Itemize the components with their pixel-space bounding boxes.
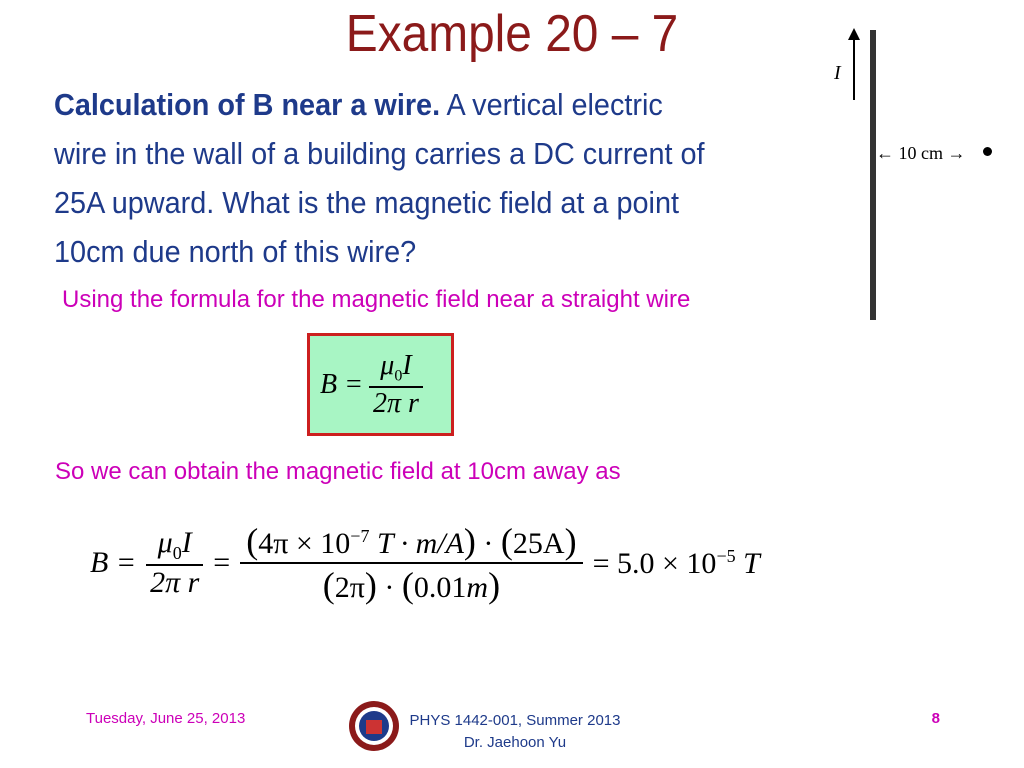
page-number: 8 <box>931 710 940 727</box>
problem-lead: Calculation of B near a wire. <box>54 87 441 122</box>
footer-course <box>340 710 690 754</box>
left-arrow-icon: ← <box>876 143 894 163</box>
calc-den-a: 2π <box>334 571 365 604</box>
formula-fraction <box>369 350 423 420</box>
calc-den-b: · <box>376 571 402 604</box>
field-point <box>983 147 992 156</box>
right-arrow-icon: → <box>947 143 966 163</box>
calc-num-b: T · m/A <box>369 527 464 560</box>
problem-statement <box>54 80 724 276</box>
calc-I: I <box>181 526 192 559</box>
calc-num-exp: −7 <box>350 526 370 546</box>
calc-lhs: B = <box>90 546 137 579</box>
calc-eq1: = <box>213 546 231 579</box>
slide-title: Example 20 – 7 <box>345 5 679 63</box>
formula-denominator: 2π r <box>373 387 419 419</box>
current-symbol: I <box>402 350 412 381</box>
problem-body: A vertical electric wire in the wall of a building carries a DC current of 25A upward. What is the magnetic field at a point 10cm due north of this wire? <box>54 87 705 269</box>
calc-num-a: 4π × 10 <box>258 527 351 560</box>
current-label: I <box>834 62 841 84</box>
current-arrow <box>853 30 855 100</box>
result-exp: −5 <box>716 545 736 566</box>
calc-denominator-1: 2π r <box>150 566 200 599</box>
distance-dimension <box>876 143 966 164</box>
footer-course-name: PHYS 1442-001, Summer 2013 <box>409 712 621 729</box>
footer-date: Tuesday, June 25, 2013 <box>86 710 246 727</box>
mu-subscript: 0 <box>394 367 403 385</box>
calc-eq2: = 5.0 × 10 <box>592 546 717 580</box>
current-arrow-head <box>848 28 860 40</box>
so-text: So we can obtain the magnetic field at 10cm away as <box>55 458 621 485</box>
calc-num-d: 25A <box>512 527 565 560</box>
formula-lhs: B = <box>320 368 363 400</box>
mu-symbol: μ <box>380 350 395 381</box>
calc-num-c: · <box>483 527 501 560</box>
wire-line <box>870 30 876 320</box>
calc-den-c: 0.01 <box>413 571 467 604</box>
calc-mu-sub: 0 <box>172 543 182 563</box>
using-formula-text: Using the formula for the magnetic field near a straight wire <box>62 286 691 313</box>
calc-fraction-1 <box>146 526 203 600</box>
calc-den-d: m <box>466 571 489 604</box>
calc-mu: μ <box>157 526 173 559</box>
footer-instructor: Dr. Jaehoon Yu <box>463 734 567 751</box>
formula-box <box>307 333 454 436</box>
calc-fraction-2: $\frac{(4\pi \times 10^{-7} T \cdot m/A) \cdot (25A)}{(2\pi) \cdot (0.01m)}$ <box>240 520 582 606</box>
calculation <box>90 520 760 606</box>
distance-label: 10 cm <box>898 143 943 163</box>
result-unit: T <box>735 546 760 580</box>
